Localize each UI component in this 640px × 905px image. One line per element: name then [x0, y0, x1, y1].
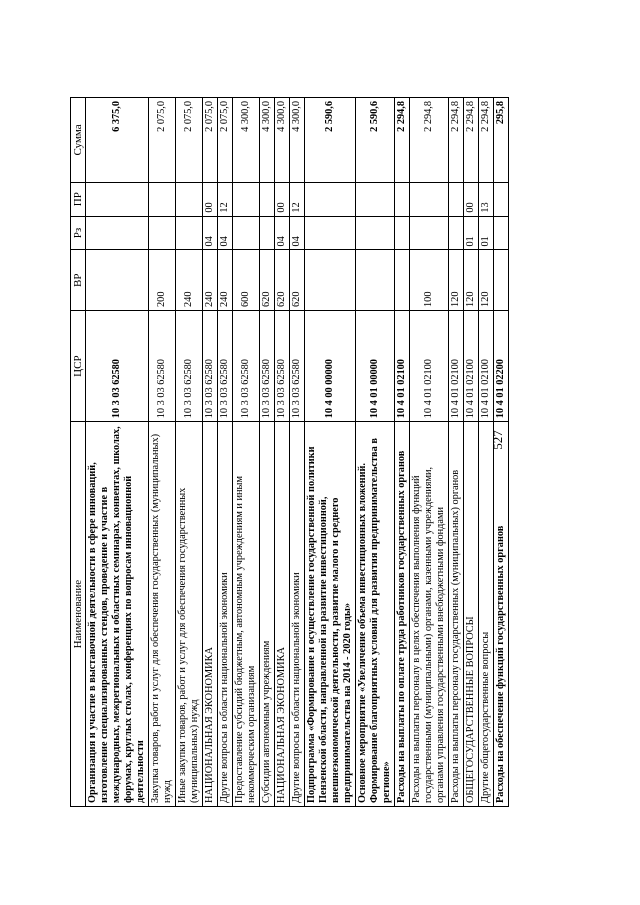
- table-row: [233, 98, 260, 807]
- row-sum-cell: 2 294,8: [464, 98, 479, 183]
- table-row: [356, 98, 395, 807]
- row-rz-cell: 01: [464, 216, 479, 250]
- table-row: [305, 98, 356, 807]
- row-sum-cell: 4 300,0: [290, 98, 305, 183]
- row-csr-cell: 10 3 03 62580: [176, 310, 203, 421]
- row-rz-cell: [494, 216, 509, 250]
- row-sum-cell: 2 075,0: [203, 98, 218, 183]
- row-pr-cell: [494, 182, 509, 216]
- header-csr: ЦСР: [71, 310, 86, 421]
- row-name-cell: Организация и участие в выставочной деятельности в сфере инноваций, изготовление специализированных стендов, проведение и участие в международных, межрегиональных и областных семинарах, конвентах, школах, форумах, круглых столах, конференциях по вопросам инновационной деятельности: [86, 422, 149, 807]
- row-rz-cell: [233, 216, 260, 250]
- row-csr-cell: 10 3 03 62580: [290, 310, 305, 421]
- row-vr-cell: 240: [176, 250, 203, 310]
- header-sum: Сумма: [71, 98, 86, 183]
- row-sum-cell: 295,8: [494, 98, 509, 183]
- row-csr-cell: 10 3 03 62580: [218, 310, 233, 421]
- row-name-cell: Основное мероприятие «Увеличение объема инвестиционных вложений. Формирование благоприятных условий для развития предпринимательства в регионе»: [356, 422, 395, 807]
- row-pr-cell: [395, 182, 410, 216]
- row-rz-cell: 04: [275, 216, 290, 250]
- row-vr-cell: [395, 250, 410, 310]
- row-name-cell: НАЦИОНАЛЬНАЯ ЭКОНОМИКА: [203, 422, 218, 807]
- table-row: [479, 98, 494, 807]
- row-csr-cell: 10 3 03 62580: [260, 310, 275, 421]
- row-csr-cell: 10 4 00 00000: [305, 310, 356, 421]
- row-vr-cell: 620: [260, 250, 275, 310]
- row-name-cell: НАЦИОНАЛЬНАЯ ЭКОНОМИКА: [275, 422, 290, 807]
- row-pr-cell: 12: [290, 182, 305, 216]
- row-name-cell: Закупка товаров, работ и услуг для обеспечения государственных (муниципальных) нужд: [149, 422, 176, 807]
- row-name-cell: Подпрограмма «Формирование и осуществление государственной политики Пензенской области, направленной на развитие инвестиционной, внешнеэкономической деятельности, развитие малого и среднего предпринимательства на 2014 - 2020 годы»: [305, 422, 356, 807]
- row-name-cell: Расходы на обеспечение функций государственных органов: [494, 422, 509, 807]
- budget-table: [70, 97, 509, 807]
- row-name-cell: Расходы на выплаты по оплате труда работников государственных органов: [395, 422, 410, 807]
- row-rz-cell: [356, 216, 395, 250]
- row-name-cell: Другие вопросы в области национальной экономики: [218, 422, 233, 807]
- row-rz-cell: [176, 216, 203, 250]
- row-pr-cell: [86, 182, 149, 216]
- row-vr-cell: 200: [149, 250, 176, 310]
- row-name-cell: Другие общегосударственные вопросы: [479, 422, 494, 807]
- row-name-cell: Иные закупки товаров, работ и услуг для обеспечения государственных (муниципальных) нужд: [176, 422, 203, 807]
- row-rz-cell: [449, 216, 464, 250]
- row-rz-cell: [149, 216, 176, 250]
- row-pr-cell: 12: [218, 182, 233, 216]
- table-header-row: [71, 98, 86, 807]
- row-vr-cell: [356, 250, 395, 310]
- rotated-page-content: [70, 97, 570, 807]
- row-vr-cell: [305, 250, 356, 310]
- page-number: 527: [490, 430, 505, 450]
- row-pr-cell: 13: [479, 182, 494, 216]
- row-pr-cell: [356, 182, 395, 216]
- header-vr: ВР: [71, 250, 86, 310]
- row-sum-cell: 2 294,8: [449, 98, 464, 183]
- table-row: [203, 98, 218, 807]
- row-vr-cell: [494, 250, 509, 310]
- row-vr-cell: 600: [233, 250, 260, 310]
- row-sum-cell: 2 075,0: [218, 98, 233, 183]
- row-vr-cell: [86, 250, 149, 310]
- row-sum-cell: 2 075,0: [176, 98, 203, 183]
- row-sum-cell: 4 300,0: [260, 98, 275, 183]
- row-csr-cell: 10 3 03 62580: [149, 310, 176, 421]
- row-rz-cell: 04: [290, 216, 305, 250]
- row-sum-cell: 6 375,0: [86, 98, 149, 183]
- table-row: [395, 98, 410, 807]
- row-vr-cell: 620: [275, 250, 290, 310]
- row-rz-cell: [395, 216, 410, 250]
- row-sum-cell: 2 294,8: [410, 98, 449, 183]
- table-row: [86, 98, 149, 807]
- row-rz-cell: 04: [218, 216, 233, 250]
- row-sum-cell: 2 294,8: [479, 98, 494, 183]
- row-rz-cell: [305, 216, 356, 250]
- row-pr-cell: 00: [464, 182, 479, 216]
- row-vr-cell: 120: [464, 250, 479, 310]
- row-csr-cell: 10 4 01 02100: [449, 310, 464, 421]
- row-pr-cell: [149, 182, 176, 216]
- row-pr-cell: [233, 182, 260, 216]
- table-row: [494, 98, 509, 807]
- table-body: [86, 98, 509, 807]
- row-rz-cell: 04: [203, 216, 218, 250]
- row-name-cell: Расходы на выплаты персоналу в целях обеспечения выполнения функций государственными (муниципальными) органами, казенными учреждениями, органами управления государственными внебюджетными фондами: [410, 422, 449, 807]
- row-rz-cell: [86, 216, 149, 250]
- row-rz-cell: [260, 216, 275, 250]
- table-row: [290, 98, 305, 807]
- table-row: [176, 98, 203, 807]
- row-vr-cell: 240: [218, 250, 233, 310]
- row-sum-cell: 2 075,0: [149, 98, 176, 183]
- row-csr-cell: 10 4 01 00000: [356, 310, 395, 421]
- header-name: Наименование: [71, 422, 86, 807]
- row-pr-cell: 00: [275, 182, 290, 216]
- row-pr-cell: [410, 182, 449, 216]
- row-csr-cell: 10 3 03 62580: [275, 310, 290, 421]
- table-row: [260, 98, 275, 807]
- row-vr-cell: 120: [449, 250, 464, 310]
- row-sum-cell: 2 590,6: [305, 98, 356, 183]
- table-row: [449, 98, 464, 807]
- header-pr: ПР: [71, 182, 86, 216]
- table-row: [410, 98, 449, 807]
- row-rz-cell: [410, 216, 449, 250]
- row-vr-cell: 100: [410, 250, 449, 310]
- row-name-cell: Расходы на выплаты персоналу государственных (муниципальных) органов: [449, 422, 464, 807]
- row-name-cell: Субсидии автономным учреждениям: [260, 422, 275, 807]
- row-csr-cell: 10 4 01 02100: [479, 310, 494, 421]
- row-name-cell: ОБЩЕГОСУДАРСТВЕННЫЕ ВОПРОСЫ: [464, 422, 479, 807]
- row-vr-cell: 240: [203, 250, 218, 310]
- row-csr-cell: 10 4 01 02100: [464, 310, 479, 421]
- row-vr-cell: 120: [479, 250, 494, 310]
- row-vr-cell: 620: [290, 250, 305, 310]
- row-csr-cell: 10 4 01 02200: [494, 310, 509, 421]
- row-csr-cell: 10 3 03 62580: [203, 310, 218, 421]
- row-sum-cell: 4 300,0: [275, 98, 290, 183]
- table-row: [275, 98, 290, 807]
- table-row: [218, 98, 233, 807]
- row-name-cell: Предоставление субсидий бюджетным, автономным учреждениям и иным некоммерческим организациям: [233, 422, 260, 807]
- row-pr-cell: 00: [203, 182, 218, 216]
- header-rz: Рз: [71, 216, 86, 250]
- row-pr-cell: [449, 182, 464, 216]
- row-csr-cell: 10 4 01 02100: [410, 310, 449, 421]
- row-csr-cell: 10 3 03 62580: [233, 310, 260, 421]
- table-row: [464, 98, 479, 807]
- row-pr-cell: [260, 182, 275, 216]
- row-sum-cell: 2 294,8: [395, 98, 410, 183]
- row-csr-cell: 10 3 03 62580: [86, 310, 149, 421]
- table-row: [149, 98, 176, 807]
- row-rz-cell: 01: [479, 216, 494, 250]
- row-sum-cell: 2 590,6: [356, 98, 395, 183]
- row-csr-cell: 10 4 01 02100: [395, 310, 410, 421]
- row-pr-cell: [176, 182, 203, 216]
- row-name-cell: Другие вопросы в области национальной экономики: [290, 422, 305, 807]
- row-pr-cell: [305, 182, 356, 216]
- row-sum-cell: 4 300,0: [233, 98, 260, 183]
